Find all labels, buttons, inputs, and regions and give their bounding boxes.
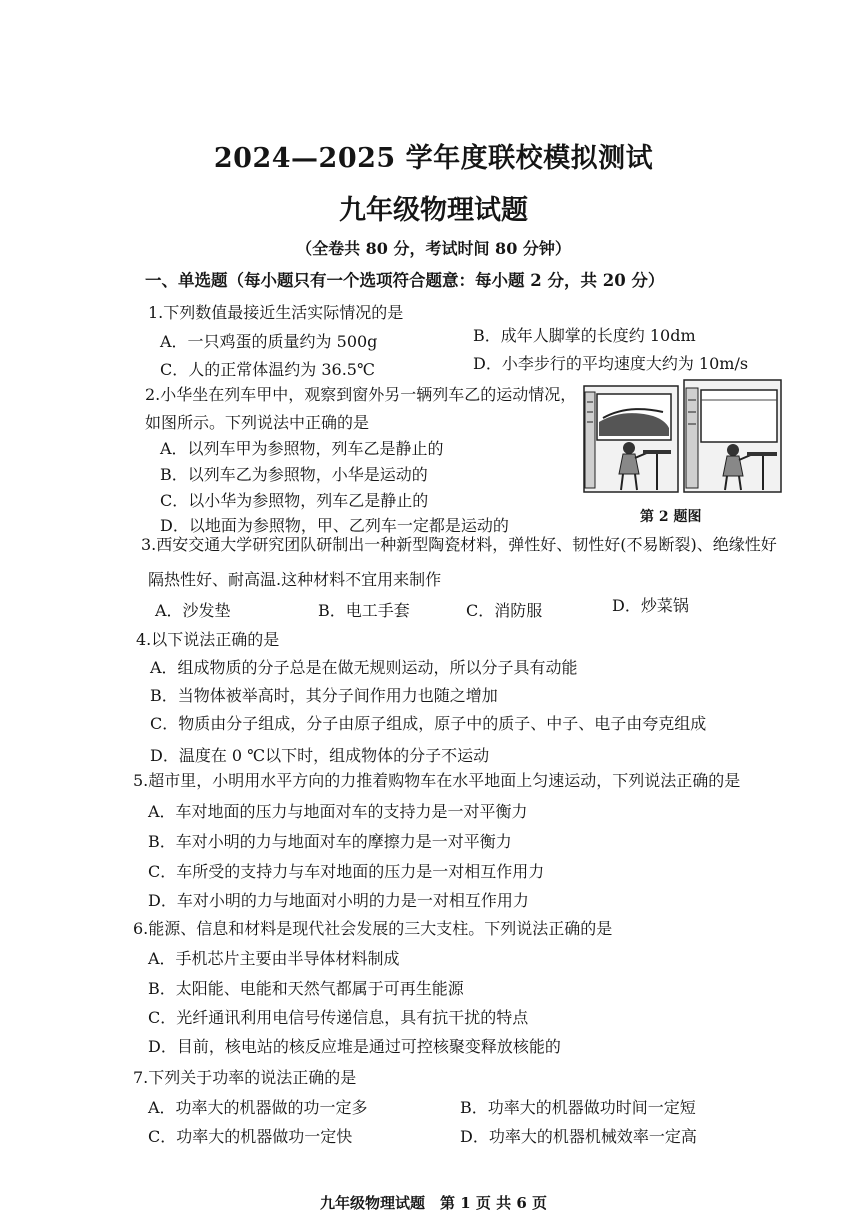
exam-title: 2024—2025 学年度联校模拟测试	[213, 143, 654, 174]
option-a: A．以列车甲为参照物，列车乙是静止的	[160, 439, 444, 458]
section-heading: 一、单选题（每小题只有一个选项符合题意：每小题 2 分，共 20 分）	[145, 271, 665, 290]
figure-panel-left	[584, 386, 678, 492]
question-stem-continued: 隔热性好、耐高温.这种材料不宜用来制作	[148, 570, 442, 589]
figure-caption: 第 2 题图	[640, 509, 702, 525]
option-b: B．当物体被举高时，其分子间作用力也随之增加	[150, 686, 498, 705]
option-c: C．车所受的支持力与车对地面的压力是一对相互作用力	[148, 862, 545, 881]
option-c: C．以小华为参照物，列车乙是静止的	[160, 491, 429, 510]
exam-note: （全卷共 80 分，考试时间 80 分钟）	[296, 239, 571, 258]
option-c: C．人的正常体温约为 36.5℃	[160, 360, 375, 379]
question-stem: 1.下列数值最接近生活实际情况的是	[148, 303, 404, 322]
option-c: C．消防服	[466, 601, 543, 620]
question-stem: 6.能源、信息和材料是现代社会发展的三大支柱。下列说法正确的是	[133, 919, 613, 938]
question-stem: 4.以下说法正确的是	[136, 630, 280, 649]
question-stem: 5.超市里，小明用水平方向的力推着购物车在水平地面上匀速运动，下列说法正确的是	[133, 771, 741, 790]
figure-panel-right	[684, 380, 781, 492]
option-b: B．太阳能、电能和天然气都属于可再生能源	[148, 979, 464, 998]
option-a: A．组成物质的分子总是在做无规则运动，所以分子具有动能	[150, 658, 578, 677]
option-b: B．成年人脚掌的长度约 10dm	[473, 326, 696, 345]
option-a: A．车对地面的压力与地面对车的支持力是一对平衡力	[148, 802, 528, 821]
option-d: D．车对小明的力与地面对小明的力是一对相互作用力	[148, 891, 529, 910]
option-c: C．功率大的机器做功一定快	[148, 1127, 353, 1146]
question-stem: 7.下列关于功率的说法正确的是	[133, 1068, 357, 1087]
train-window-figure	[583, 378, 783, 496]
option-a: A．一只鸡蛋的质量约为 500g	[160, 332, 378, 351]
option-d: D．目前，核电站的核反应堆是通过可控核聚变释放核能的	[148, 1037, 561, 1056]
question-stem-continued: 如图所示。下列说法中正确的是	[145, 413, 370, 432]
option-d: D．炒菜锅	[612, 596, 689, 615]
option-d: D．小李步行的平均速度大约为 10m/s	[473, 354, 749, 373]
option-b: B．车对小明的力与地面对车的摩擦力是一对平衡力	[148, 832, 512, 851]
option-d: D．功率大的机器机械效率一定高	[460, 1127, 697, 1146]
option-a: A．沙发垫	[155, 601, 231, 620]
option-b: B．以列车乙为参照物，小华是运动的	[160, 465, 428, 484]
option-d: D．以地面为参照物，甲、乙列车一定都是运动的	[160, 516, 509, 535]
page-footer: 九年级物理试题 第 1 页 共 6 页	[320, 1194, 547, 1212]
option-d: D．温度在 0 ℃以下时，组成物体的分子不运动	[150, 746, 490, 765]
question-stem: 2.小华坐在列车甲中，观察到窗外另一辆列车乙的运动情况，	[145, 385, 577, 404]
option-c: C．光纤通讯利用电信号传递信息，具有抗干扰的特点	[148, 1008, 529, 1027]
option-c: C．物质由分子组成，分子由原子组成，原子中的质子、中子、电子由夸克组成	[150, 714, 707, 733]
option-a: A．手机芯片主要由半导体材料制成	[148, 949, 400, 968]
exam-subtitle: 九年级物理试题	[339, 195, 528, 226]
question-stem: 3.西安交通大学研究团队研制出一种新型陶瓷材料，弹性好、韧性好(不易断裂)、绝缘性好	[141, 535, 777, 554]
option-b: B．功率大的机器做功时间一定短	[460, 1098, 696, 1117]
option-a: A．功率大的机器做的功一定多	[148, 1098, 368, 1117]
option-b: B．电工手套	[318, 601, 410, 620]
